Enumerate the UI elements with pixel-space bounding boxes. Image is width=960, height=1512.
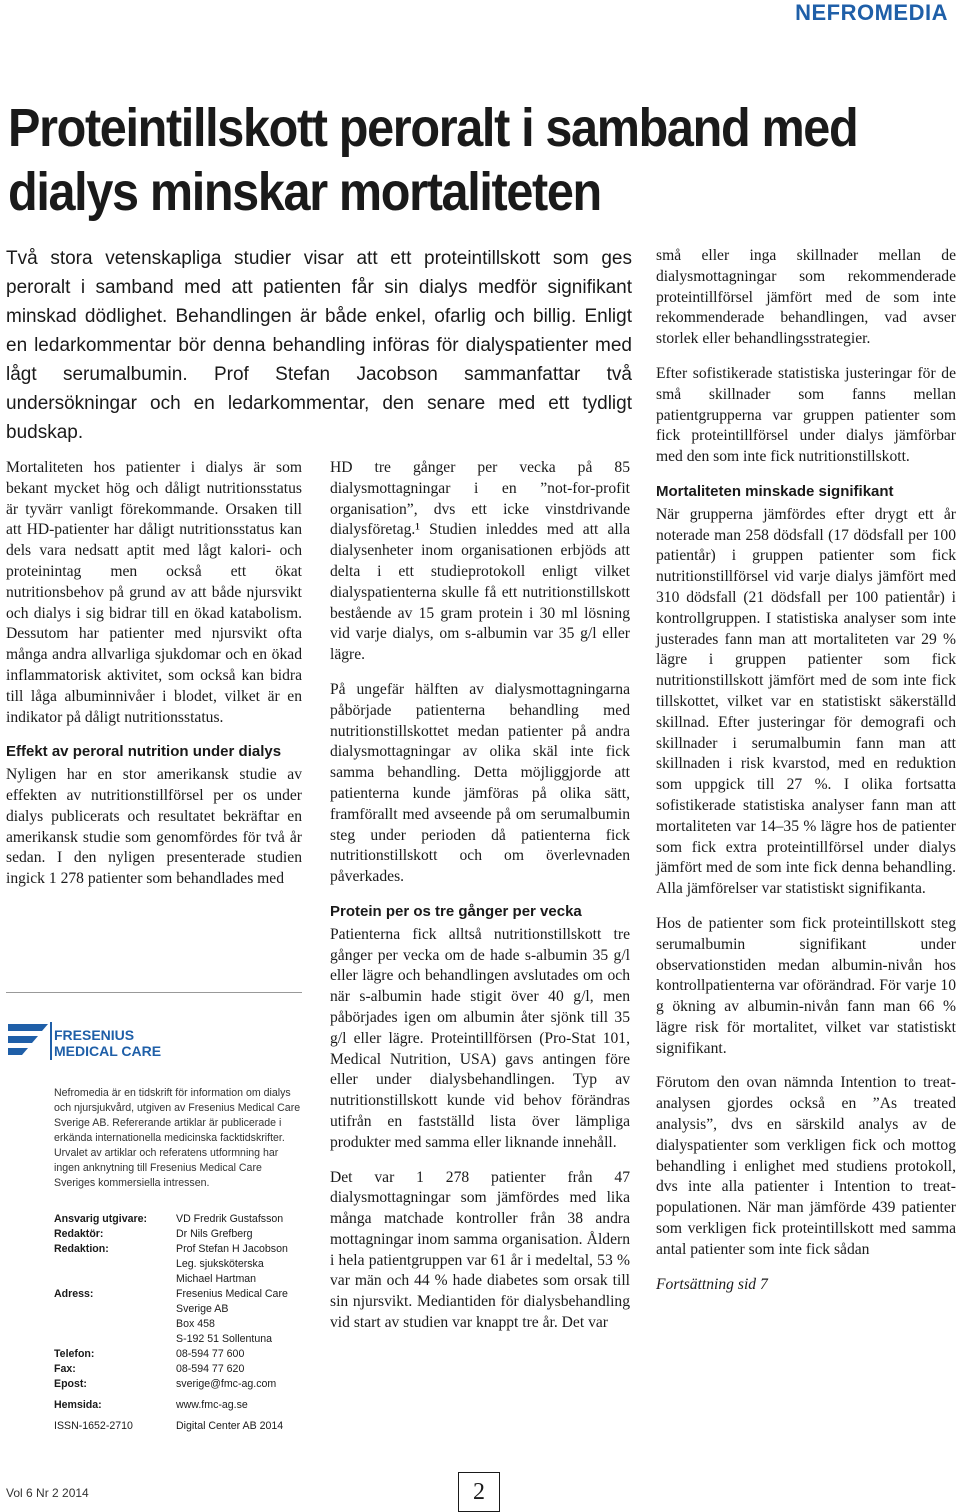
imprint-label: Ansvarig utgivare: xyxy=(54,1213,148,1225)
logo-wordmark xyxy=(54,1027,161,1059)
imprint-row xyxy=(54,1287,314,1302)
imprint-label: Redaktör: xyxy=(54,1228,104,1240)
imprint-value: Fresenius Medical Care xyxy=(176,1288,288,1300)
imprint-value: Leg. sjuksköterska xyxy=(176,1258,264,1270)
imprint-label: Redaktion: xyxy=(54,1243,109,1255)
logo-line-1: FRESENIUS xyxy=(54,1027,135,1043)
paragraph: När grupperna jämfördes efter drygt ett år noterade man 258 dödsfall (17 dödsfall per 100 patientår) i gruppen patienter som fick nutritionstillförsel vid varje dialys jämfört med 310 dödsfall (21 dödsfall per 100 patientår) i kontrollgruppen. I statistiska analyser som inte justerades fann man att mortaliteten var 29 % lägre i gruppen patienter som fick nutritionstillskott jämfört med de som inte fick tillskottet, vilket var en statistiskt säkerställd skillnad. Efter justeringar för demografi och skillnader i serumalbumin fann man att skillnaden i risk kvarstod, med en reduktion som uppgick till 27 %. I olika fortsatta sofistikerade statistiska analyser fann man att mortaliteten var 14–35 % lägre hos de patienter som fick extra proteintillförsel under dialys jämfört med de som inte fick denna behandling. Alla jämförelser var statistiskt signifikanta. xyxy=(656,505,956,898)
column-3 xyxy=(656,246,956,1309)
imprint-row xyxy=(54,1362,314,1377)
email-link[interactable]: sverige@fmc-ag.com xyxy=(176,1378,277,1390)
paragraph: Nyligen har en stor amerikansk studie av effekten av nutritionstillförsel per os under dialys publicerats och resultatet bekräftar en amerikansk studie som genomfördes för två år sedan. I den nyligen presenterade studien ingick 1 278 patienter som behandlades med xyxy=(6,766,302,888)
subheading: Mortaliteten minskade signifikant xyxy=(656,482,894,500)
issue-info: Vol 6 Nr 2 2014 xyxy=(6,1486,89,1500)
imprint-label: Epost: xyxy=(54,1378,87,1390)
imprint-row xyxy=(54,1212,314,1227)
paragraph: Efter sofistikerade statistiska justeringar för de små skillnader som fanns mellan patientgrupperna var gruppen patienter som fick proteintillförsel under dialys jämförbar med den som inte fick nutritionstillskott. xyxy=(656,364,956,466)
imprint-value: S-192 51 Sollentuna xyxy=(176,1333,273,1345)
imprint-row xyxy=(54,1317,314,1332)
imprint-row xyxy=(54,1272,314,1287)
imprint-row xyxy=(54,1257,314,1272)
paragraph: Patienterna fick alltså nutritionstillskott tre gånger per vecka om de hade s-albumin 35 g/l eller lägre och behandlingen avslutades om och när s-albumin hade stigit över 40 g/l, men påbörjades igen om albumin åter sjönk till 35 g/l eller lägre. Proteintillförsen (Pro-Stat 101, Medical Nutrition, USA) gavs antingen före eller under dialysbehandlingen. Typ av nutritionstillskott kunde vid behov förändras utifrån en fastställd lista över lämpliga produkter med samma eller liknande innehåll. xyxy=(330,925,630,1151)
imprint-value: Box 458 xyxy=(176,1318,215,1330)
paragraph: Mortaliteten hos patienter i dialys är som bekant mycket hög och dåligt nutritionsstatus är tyvärr vanligt förekommande. Orsaken till att HD-patienter har dåligt nutritionsstatus kan dels vara nedsatt aptit med lågt kalori- och proteinintag men också ett ökat nutritionsbehov på grund av att både njursvikt och dialys i sig bidrar till en ökad katabolism. Dessutom har patienter med njursvikt ofta många andra allvarliga sjukdomar och en ökad inflammatorisk aktivitet, som också kan bidra till låga albuminnivåer i blodet, vilket är en indikator på dåligt nutritionsstatus. xyxy=(6,459,302,726)
imprint-row xyxy=(54,1377,314,1392)
article-lead: Två stora vetenskapliga studier visar att ett proteintillskott som ges peroralt i samband med att patienten får sin dialys medför signifikant minskad dödlighet. Behandlingen är både enkel, ofarlig och billig. Enligt en ledarkommentar bör denna behandling införas för dialyspatienter med lågt serumalbumin. Prof Stefan Jacobson sammanfattar två undersökningar och en ledarkommentar, den senare med ett tydligt budskap. xyxy=(6,248,632,443)
imprint-row xyxy=(54,1332,314,1347)
imprint-label xyxy=(54,1317,176,1332)
imprint-row xyxy=(54,1347,314,1362)
imprint-row xyxy=(54,1302,314,1317)
subheading: Protein per os tre gånger per vecka xyxy=(330,902,582,920)
paragraph: Hos de patienter som fick proteintillskott steg serumalbumin signifikant under observationstiden medan albumin-nivån hos kontrollpatienterna var oförändrad. För varje 10 g ökning av albumin-nivån fann man 66 % lägre risk för mortalitet, vilket var statistiskt signifikant. xyxy=(656,914,956,1057)
paragraph: små eller inga skillnader mellan de dialysmottagningar som rekommenderade proteintillförsel jämfört med de som inte rekommenderade behandlingen, vad avser storlek eller behandlingsstrategier. xyxy=(656,247,956,348)
website-link[interactable]: www.fmc-ag.se xyxy=(176,1399,248,1411)
imprint-row xyxy=(54,1227,314,1242)
publication-about: Nefromedia är en tidskrift för information om dialys och njursjukvård, utgiven av Fresenius Medical Care Sverige AB. Refererande artiklar är publicerade i erkända internationella medicinska facktidskrifter. Urvalet av artiklar och referatens utformning har ingen anknytning till Fresenius Medical Care Sveriges kommersiella intressen. xyxy=(54,1087,301,1189)
paragraph: Det var 1 278 patienter från 47 dialysmottagningar som jämfördes med lika många matchade kontroller från 38 andra mottagningar inom samma organisation. Åldern i hela patientgruppen var 61 år i medeltal, 53 % var män och 44 % hade diabetes som orsak till sin njursvikt. Mediantiden för dialysbehandling vid start av studien var knappt tre år. Det var xyxy=(330,1168,630,1332)
imprint-value: Dr Nils Grefberg xyxy=(176,1228,253,1240)
imprint-label: Adress: xyxy=(54,1288,94,1300)
printer: Digital Center AB 2014 xyxy=(176,1420,284,1432)
issn: ISSN-1652-2710 xyxy=(54,1420,133,1432)
article-headline: Proteintillskott peroralt i samband med dialys minskar mortaliteten xyxy=(8,98,858,222)
imprint-value: 08-594 77 600 xyxy=(176,1348,245,1360)
continued-note: Fortsättning sid 7 xyxy=(656,1275,768,1293)
magazine-brand: NEFROMEDIA xyxy=(795,0,948,25)
logo-line-2: MEDICAL CARE xyxy=(54,1043,162,1059)
page-number: 2 xyxy=(458,1472,500,1512)
imprint-value: Sverige AB xyxy=(176,1303,229,1315)
column-1 xyxy=(6,458,302,904)
paragraph: På ungefär hälften av dialysmottagningarna påbörjade patienterna behandling med nutritionstillskottet medan patienter på andra dialysmottagningar av olika skäl inte fick samma behandling. Detta möjliggjorde att patienterna kunde jämföras på olika sätt, framförallt med avseende på om serumalbumin steg under perioden då patienterna fick nutritionstillskott och om överlevnaden påverkades. xyxy=(330,680,630,886)
imprint-label xyxy=(54,1302,176,1317)
imprint-value: Prof Stefan H Jacobson xyxy=(176,1243,288,1255)
subheading: Effekt av peroral nutrition under dialys xyxy=(6,743,282,761)
imprint-label: Telefon: xyxy=(54,1348,95,1360)
divider xyxy=(6,992,302,993)
imprint-label: Hemsida: xyxy=(54,1399,102,1411)
imprint-label: Fax: xyxy=(54,1363,76,1375)
imprint-label xyxy=(54,1272,176,1287)
imprint-value: 08-594 77 620 xyxy=(176,1363,245,1375)
column-2 xyxy=(330,458,630,1348)
paragraph: HD tre gånger per vecka på 85 dialysmottagningar i en ”not-for-profit organisation”, dvs ett icke vinstdrivande dialysföretag.¹ Studien inleddes med att alla dialysenheter inom organisationen erbjöds att delta i ett studieprotokoll enligt vilket dialyspatienterna skulle få ett nutritionstillskott bestående av 15 gram protein i 30 ml lösning vid varje dialys, om s-albumin var 35 g/l eller lägre. xyxy=(330,459,630,664)
imprint-value: VD Fredrik Gustafsson xyxy=(176,1213,284,1225)
imprint xyxy=(54,1212,314,1434)
imprint-value: Michael Hartman xyxy=(176,1273,257,1285)
imprint-row xyxy=(54,1398,314,1413)
paragraph: Förutom den ovan nämnda Intention to treat-analysen gjordes också en ”As treated analysis”, dvs en särskild analys av de dialyspatienter som verkligen fick och mottog behandling i enlighet med studiens protokoll, dvs inte alla patienter i Intention to treat-populationen. När man jämförde 439 patienter som verkligen fick proteintillskott med samma antal patienter som inte fick sådan xyxy=(656,1074,956,1258)
imprint-label xyxy=(54,1257,176,1272)
imprint-row xyxy=(54,1242,314,1257)
imprint-row xyxy=(54,1419,314,1434)
imprint-label xyxy=(54,1332,176,1347)
